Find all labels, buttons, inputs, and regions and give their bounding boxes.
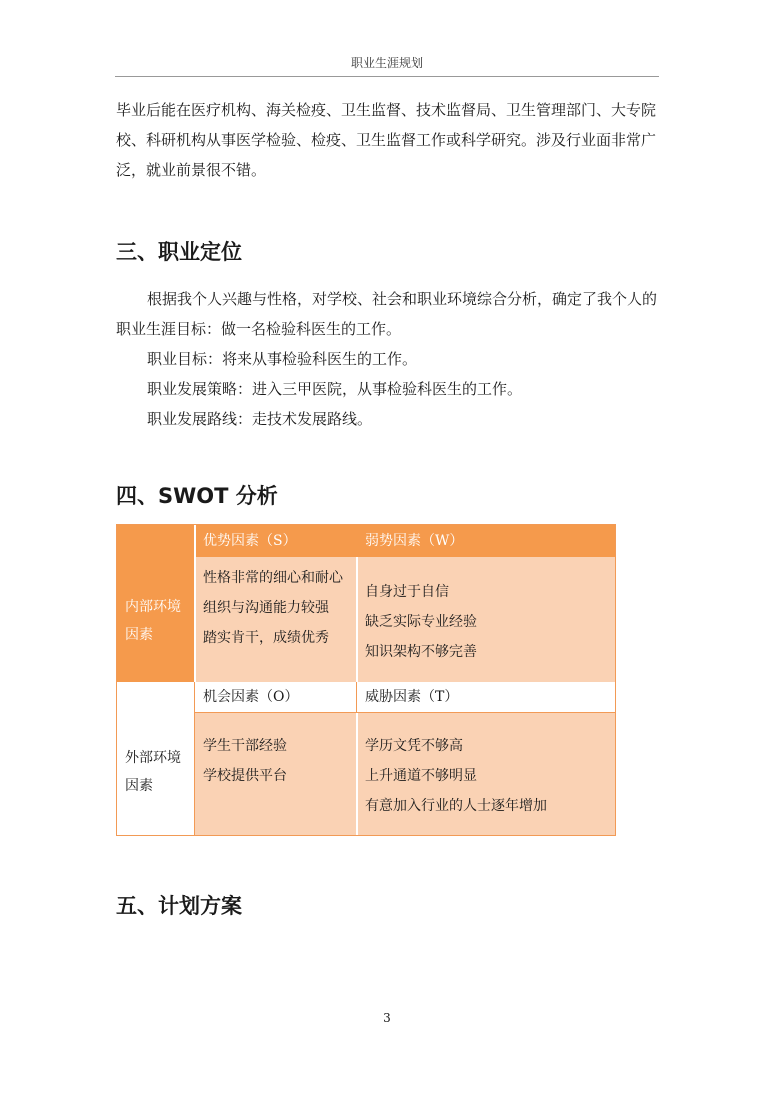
internal-label-cell (117, 525, 195, 682)
strengths-header-cell (195, 525, 357, 557)
section3-paragraph: 根据我个人兴趣与性格，对学校、社会和职业环境综合分析，确定了我个人的职业生涯目标：做一名检验科医生的工作。 (116, 290, 658, 338)
strength-1: 性格非常的细心和耐心 (203, 570, 343, 586)
strengths-header: 优势因素（S） (203, 533, 297, 549)
opportunity-1: 学生干部经验 (203, 738, 287, 754)
weaknesses-cell (357, 557, 615, 682)
threats-cell (357, 713, 615, 835)
opportunities-header: 机会因素（O） (203, 689, 299, 705)
intro-paragraph (116, 95, 660, 185)
threat-3: 有意加入行业的人士逐年增加 (365, 798, 547, 814)
opportunities-header-cell (195, 682, 357, 713)
intro-text: 毕业后能在医疗机构、海关检疫、卫生监督、技术监督局、卫生管理部门、大专院校、科研机构从事医学检验、检疫、卫生监督工作或科学研究。涉及行业面非常广泛，就业前景很不错。 (116, 101, 657, 179)
page-number: 3 (383, 1011, 391, 1025)
external-label-cell (117, 682, 195, 835)
strength-3: 踏实肯干，成绩优秀 (203, 630, 329, 646)
weakness-1: 自身过于自信 (365, 584, 449, 600)
career-goal: 职业目标：将来从事检验科医生的工作。 (147, 350, 418, 368)
weakness-2: 缺乏实际专业经验 (365, 614, 477, 630)
career-route: 职业发展路线：走技术发展路线。 (147, 410, 373, 428)
header-divider (115, 76, 659, 77)
section5-heading: 五、计划方案 (116, 894, 242, 918)
opportunities-cell (195, 713, 357, 835)
career-strategy: 职业发展策略：进入三甲医院，从事检验科医生的工作。 (147, 380, 523, 398)
external-label: 外部环境因素 (125, 750, 181, 794)
threats-header: 威胁因素（T） (365, 689, 459, 705)
weaknesses-header-cell (357, 525, 615, 557)
threats-header-cell (357, 682, 615, 713)
section3-body (116, 284, 660, 434)
page-header: 职业生涯规划 (350, 56, 423, 70)
section3-heading: 三、职业定位 (116, 240, 242, 264)
column-divider-mid-bottom (356, 713, 358, 835)
section4-heading: 四、SWOT 分析 (116, 484, 278, 508)
swot-table (116, 524, 616, 836)
weakness-3: 知识架构不够完善 (365, 644, 477, 660)
strength-2: 组织与沟通能力较强 (203, 600, 329, 616)
threat-1: 学历文凭不够高 (365, 738, 463, 754)
internal-label: 内部环境因素 (125, 599, 181, 643)
strengths-cell (195, 557, 357, 682)
column-divider-left (194, 525, 196, 682)
column-divider-mid-top (356, 557, 358, 682)
opportunity-2: 学校提供平台 (203, 768, 287, 784)
weaknesses-header: 弱势因素（W） (365, 533, 464, 549)
threat-2: 上升通道不够明显 (365, 768, 477, 784)
